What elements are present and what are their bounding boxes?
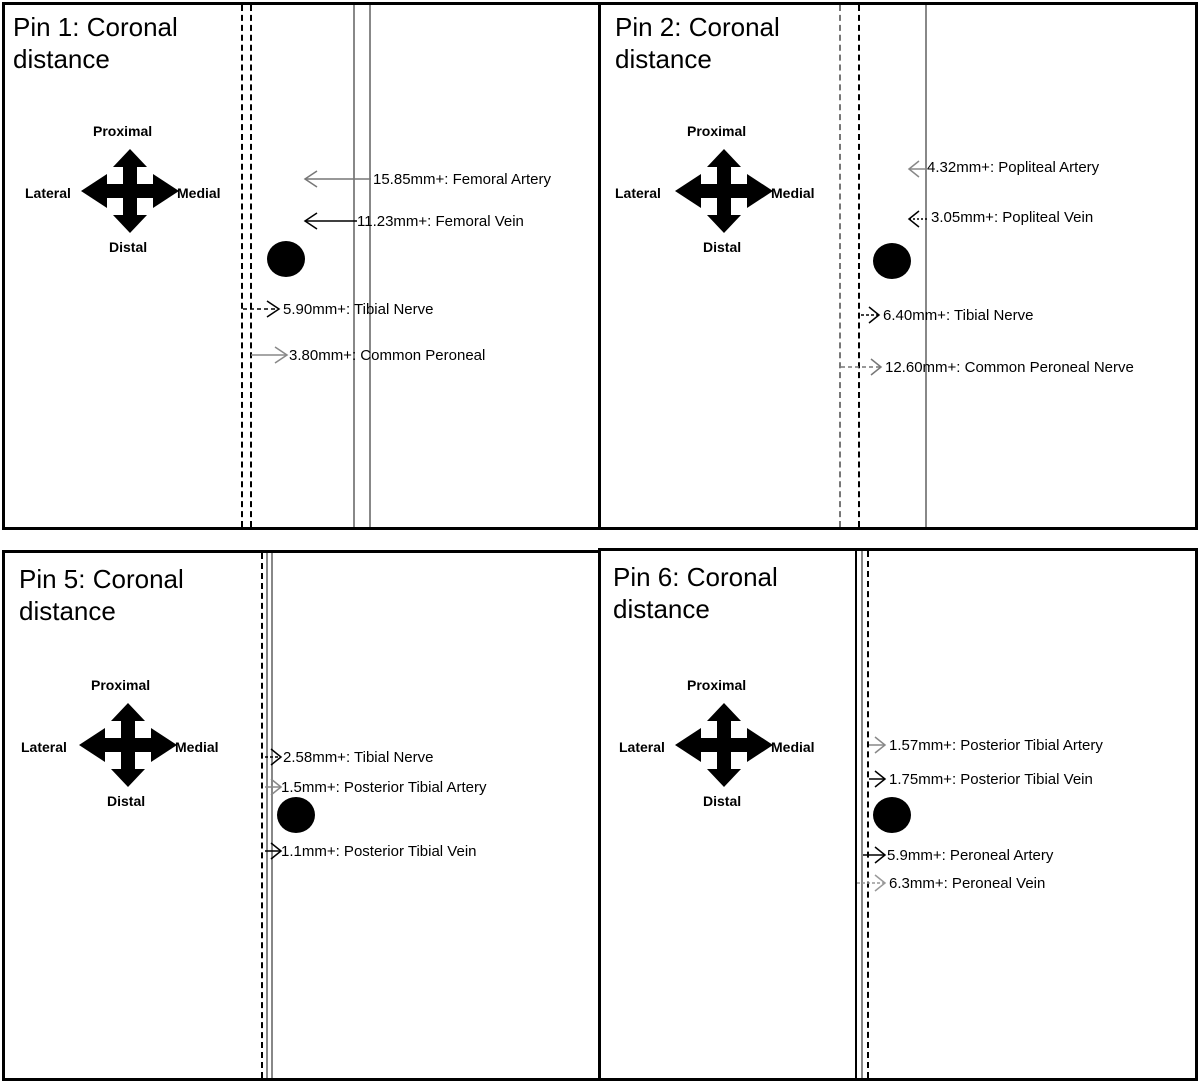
distance-label: 1.75mm+: Posterior Tibial Vein	[889, 771, 1093, 788]
panel-title: Pin 1: Coronal distance	[13, 12, 178, 74]
boundary-line-solid	[861, 551, 863, 1078]
four-way-arrow-icon	[675, 703, 773, 787]
direction-medial: Medial	[177, 185, 221, 201]
distance-label: 1.5mm+: Posterior Tibial Artery	[281, 779, 487, 796]
arrow-right-icon	[249, 345, 291, 365]
boundary-line-solid	[925, 5, 927, 527]
arrow-right-icon	[241, 299, 283, 319]
arrow-right-icon	[263, 747, 285, 767]
panel-title: Pin 6: Coronal distance	[613, 562, 778, 624]
direction-lateral: Lateral	[25, 185, 71, 201]
boundary-line-solid	[369, 5, 371, 527]
arrow-left-icon	[303, 211, 359, 231]
direction-proximal: Proximal	[687, 123, 747, 139]
distance-label: 6.40mm+: Tibial Nerve	[883, 307, 1034, 324]
panel-title: Pin 2: Coronal distance	[615, 12, 780, 74]
direction-proximal: Proximal	[93, 123, 153, 139]
distance-label: 3.80mm+: Common Peroneal	[289, 347, 486, 364]
panel-title: Pin 5: Coronal distance	[19, 564, 184, 626]
distance-label: 1.1mm+: Posterior Tibial Vein	[281, 843, 477, 860]
distance-label: 6.3mm+: Peroneal Vein	[889, 875, 1046, 892]
boundary-line-solid	[855, 551, 857, 1078]
arrow-right-icon	[855, 873, 889, 893]
distance-label: 15.85mm+: Femoral Artery	[373, 171, 551, 188]
arrow-right-icon	[859, 305, 883, 325]
boundary-line-solid	[353, 5, 355, 527]
boundary-line-solid	[271, 553, 273, 1078]
boundary-line-solid	[266, 553, 268, 1078]
boundary-line-dashed	[858, 5, 860, 527]
panel-pin-6	[598, 548, 1198, 1081]
direction-distal: Distal	[107, 793, 146, 809]
pin-marker	[277, 797, 315, 833]
boundary-line-dashed	[839, 5, 841, 527]
direction-medial: Medial	[175, 739, 219, 755]
direction-distal: Distal	[703, 793, 742, 809]
distance-label: 5.90mm+: Tibial Nerve	[283, 301, 434, 318]
direction-compass	[25, 123, 245, 263]
distance-label: 12.60mm+: Common Peroneal Nerve	[885, 359, 1134, 376]
pin-marker	[873, 243, 911, 279]
direction-distal: Distal	[109, 239, 148, 255]
direction-compass	[619, 677, 839, 817]
four-way-arrow-icon	[81, 149, 179, 233]
distance-label: 3.05mm+: Popliteal Vein	[931, 209, 1094, 226]
direction-lateral: Lateral	[619, 739, 665, 755]
panel-pin-5	[2, 550, 602, 1081]
direction-medial: Medial	[771, 185, 815, 201]
direction-distal: Distal	[703, 239, 742, 255]
panel-pin-1	[2, 2, 602, 530]
direction-proximal: Proximal	[91, 677, 151, 693]
arrow-right-icon	[861, 845, 889, 865]
boundary-line-dashed	[867, 551, 869, 1078]
four-way-arrow-icon	[79, 703, 177, 787]
direction-lateral: Lateral	[615, 185, 661, 201]
arrow-right-icon	[867, 769, 889, 789]
distance-label: 2.58mm+: Tibial Nerve	[283, 749, 434, 766]
arrow-right-icon	[839, 357, 885, 377]
arrow-right-icon	[867, 735, 889, 755]
direction-medial: Medial	[771, 739, 815, 755]
distance-label: 5.9mm+: Peroneal Artery	[887, 847, 1054, 864]
direction-lateral: Lateral	[21, 739, 67, 755]
pin-marker	[267, 241, 305, 277]
arrow-left-icon	[907, 159, 929, 179]
panel-pin-2	[598, 2, 1198, 530]
direction-proximal: Proximal	[687, 677, 747, 693]
distance-label: 4.32mm+: Popliteal Artery	[927, 159, 1100, 176]
boundary-line-dashed	[241, 5, 243, 527]
boundary-line-dashed	[250, 5, 252, 527]
distance-label: 1.57mm+: Posterior Tibial Artery	[889, 737, 1103, 754]
direction-compass	[21, 677, 241, 817]
direction-compass	[615, 123, 835, 263]
pin-marker	[873, 797, 911, 833]
arrow-left-icon	[907, 209, 929, 229]
boundary-line-dashed	[261, 553, 263, 1078]
distance-label: 11.23mm+: Femoral Vein	[357, 213, 524, 230]
arrow-left-icon	[303, 169, 373, 189]
four-way-arrow-icon	[675, 149, 773, 233]
